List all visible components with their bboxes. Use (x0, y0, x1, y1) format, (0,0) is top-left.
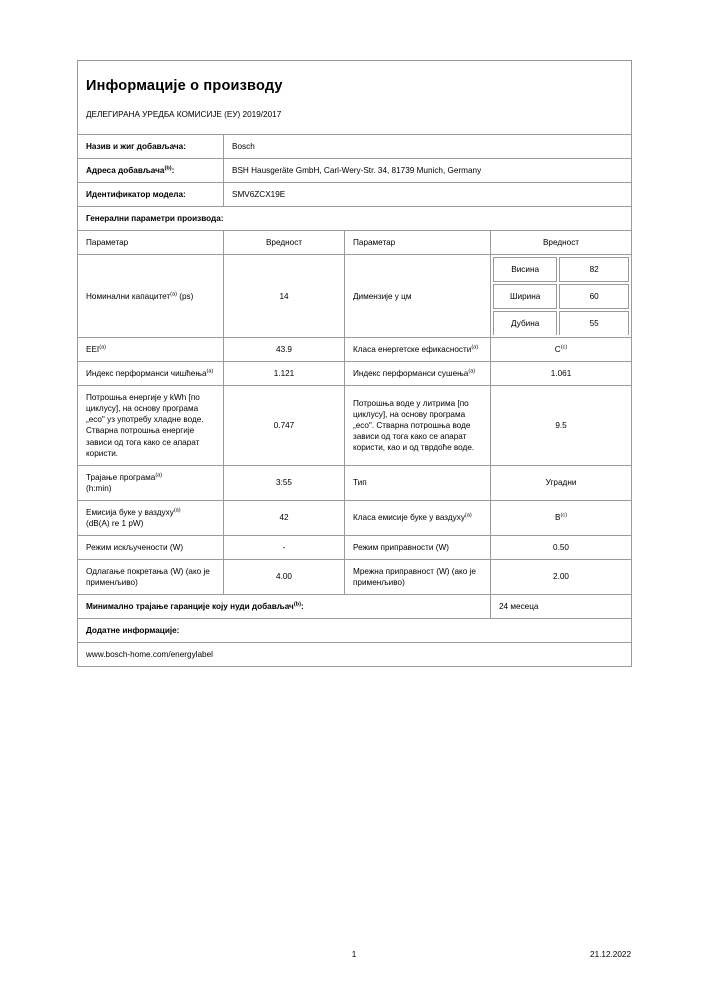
model-value: SMV6ZCX19E (224, 182, 632, 206)
energy-class-label (345, 338, 491, 362)
page-title: Информације о производу (86, 78, 283, 94)
address-label (78, 158, 224, 182)
network-standby-value: 2.00 (491, 559, 632, 594)
duration-value: 3:55 (224, 465, 345, 500)
model-row (78, 182, 632, 206)
drying-index-label-text: Индекс перформанси сушења (353, 369, 469, 379)
eei-label (78, 338, 224, 362)
regulation-cell (78, 107, 632, 135)
capacity-label-superscript: (a) (170, 290, 177, 297)
noise-class-value-superscript: (c) (560, 512, 568, 519)
warranty-label-superscript: (b) (293, 601, 301, 608)
energy-class-value-text: C (554, 345, 561, 355)
dimensions-label: Димензије у цм (345, 254, 491, 337)
energy-class-label-superscript: (a) (471, 344, 479, 351)
warranty-label (78, 595, 491, 619)
regulation-text: ДЕЛЕГИРАНА УРЕДБА КОМИСИЈЕ (ЕУ) 2019/2017 (86, 109, 282, 119)
type-label: Тип (345, 465, 491, 500)
standby-mode-value: 0.50 (491, 535, 632, 559)
row-capacity (78, 254, 632, 337)
warranty-value: 24 месеца (491, 595, 632, 619)
dimension-name-width: Ширина (493, 284, 557, 309)
cleaning-index-label-superscript: (a) (206, 368, 214, 375)
row-duration-type (78, 465, 632, 500)
warranty-label-colon: : (300, 602, 304, 612)
col-value-2: Вредност (491, 230, 632, 254)
row-off-standby (78, 535, 632, 559)
supplier-label: Назив и жиг добављача: (78, 134, 224, 158)
off-mode-label: Режим искључености (W) (78, 535, 224, 559)
delay-start-label: Одлагање покретања (W) (ако је применљиво) (78, 559, 224, 594)
title-row (78, 61, 632, 107)
off-mode-value: - (224, 535, 345, 559)
row-cleaning-index (78, 362, 632, 386)
row-warranty (78, 595, 632, 619)
standby-mode-label: Режим приправности (W) (345, 535, 491, 559)
supplier-row (78, 134, 632, 158)
col-param-1: Параметар (78, 230, 224, 254)
address-label-colon: : (171, 165, 175, 175)
address-label-text: Адреса добављача (86, 165, 165, 175)
energy-consumption-value: 0.747 (224, 386, 345, 465)
general-params-header-row (78, 206, 632, 230)
drying-index-label-superscript: (a) (468, 368, 476, 375)
address-label-superscript: (b) (164, 164, 172, 171)
title-cell (78, 61, 632, 107)
energy-consumption-label: Потрошња енергије у kWh [по циклусу], на основу програма „eco" уз употребу хладне воде. Стварна потрошња енергије зависи од тога како се апарат користи. (78, 386, 224, 465)
drying-index-value: 1.061 (491, 362, 632, 386)
product-info-table (77, 60, 632, 667)
capacity-value: 14 (224, 254, 345, 337)
type-value: Уградни (491, 465, 632, 500)
regulation-row (78, 107, 632, 135)
address-value: BSH Hausgeräte GmbH, Carl-Wery-Str. 34, 81739 Munich, Germany (224, 158, 632, 182)
noise-class-value-text: B (555, 513, 561, 523)
dimension-name-height: Висина (493, 257, 557, 282)
cleaning-index-label-text: Индекс перформанси чишћења (86, 369, 207, 379)
row-noise (78, 500, 632, 535)
duration-label-text: Трајање програма (86, 472, 156, 482)
dimension-value-height: 82 (559, 257, 629, 282)
energylabel-link[interactable]: www.bosch-home.com/energylabel (78, 643, 632, 667)
additional-info-header: Додатне информације: (78, 619, 632, 643)
address-row (78, 158, 632, 182)
noise-class-value (491, 500, 632, 535)
noise-label (78, 500, 224, 535)
model-label: Идентификатор модела: (78, 182, 224, 206)
duration-label-tail: (h:min) (86, 483, 112, 493)
energy-class-label-text: Класа енергетске ефикасности (353, 345, 472, 355)
capacity-label (78, 254, 224, 337)
page-number: 1 (351, 950, 357, 959)
row-delay-network (78, 559, 632, 594)
water-consumption-label: Потрошња воде у литрима [по циклусу], на основу програма „eco". Стварна потрошња воде зависи од тога како се апарат користи, као и од тврдоће воде. (345, 386, 491, 465)
eei-label-superscript: (a) (99, 344, 107, 351)
additional-info-header-row (78, 619, 632, 643)
row-eei (78, 338, 632, 362)
eei-value: 43.9 (224, 338, 345, 362)
noise-label-tail: (dB(A) re 1 pW) (86, 518, 144, 528)
dimension-row (493, 284, 629, 309)
col-value-1: Вредност (224, 230, 345, 254)
noise-label-superscript: (a) (173, 507, 181, 514)
duration-label (78, 465, 224, 500)
capacity-label-tail: (ps) (179, 291, 194, 301)
cleaning-index-label (78, 362, 224, 386)
dimension-value-width: 60 (559, 284, 629, 309)
drying-index-label (345, 362, 491, 386)
dimensions-table (491, 255, 631, 337)
eei-label-text: EEI (86, 345, 100, 355)
water-consumption-value: 9.5 (491, 386, 632, 465)
noise-class-label-superscript: (a) (464, 512, 472, 519)
supplier-value: Bosch (224, 134, 632, 158)
document-date: 21.12.2022 (590, 950, 631, 959)
dimension-row (493, 257, 629, 282)
energy-class-value (491, 338, 632, 362)
noise-value: 42 (224, 500, 345, 535)
warranty-label-text: Минимално трајање гаранције коју нуди добављач (86, 602, 294, 612)
row-energy-water (78, 386, 632, 465)
network-standby-label: Мрежна приправност (W) (ако је применљиво) (345, 559, 491, 594)
link-row (78, 643, 632, 667)
cleaning-index-value: 1.121 (224, 362, 345, 386)
capacity-label-text: Номинални капацитет (86, 291, 171, 301)
general-params-header: Генерални параметри производа: (78, 206, 632, 230)
dimension-name-depth: Дубина (493, 311, 557, 335)
duration-label-superscript: (a) (155, 471, 163, 478)
dimension-value-depth: 55 (559, 311, 629, 335)
noise-class-label-text: Класа емисије буке у ваздуху (353, 513, 465, 523)
noise-label-text: Емисија буке у ваздуху (86, 507, 174, 517)
column-header-row (78, 230, 632, 254)
energy-class-value-superscript: (c) (560, 344, 568, 351)
dimension-row (493, 311, 629, 335)
noise-class-label (345, 500, 491, 535)
delay-start-value: 4.00 (224, 559, 345, 594)
col-param-2: Параметар (345, 230, 491, 254)
dimensions-cell (491, 254, 632, 337)
product-information-sheet (77, 60, 631, 667)
